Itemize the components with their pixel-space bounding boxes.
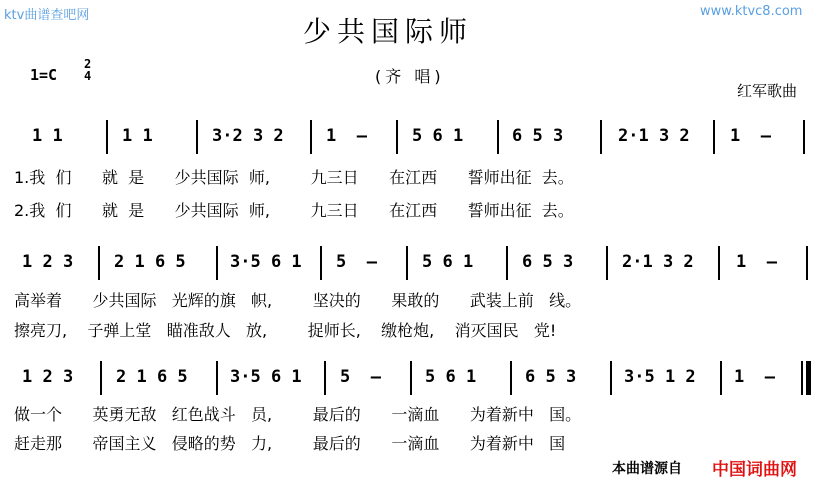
- measure: 1 –: [734, 367, 775, 387]
- barline: [106, 120, 108, 154]
- final-barline-thin: [801, 361, 803, 395]
- watermark-right: www.ktvc8.com: [700, 4, 803, 19]
- measure: 1 1: [32, 126, 63, 146]
- measure: 5 –: [340, 367, 381, 387]
- lyric-verse-1: 1.我 们 就 是 少共国际 师, 九三日 在江西 誓师出征 去。: [14, 168, 574, 187]
- barline: [713, 120, 715, 154]
- measure: 6 5 3: [512, 126, 564, 146]
- barline: [510, 361, 512, 395]
- barline: [410, 361, 412, 395]
- measure: 1 –: [326, 126, 367, 146]
- watermark-left: ktv曲谱查吧网: [4, 8, 90, 23]
- time-sig-bottom: 4: [84, 69, 92, 83]
- barline: [610, 361, 612, 395]
- barline: [396, 120, 398, 154]
- measure: 5 6 1: [422, 252, 474, 272]
- measure: 2·1 3 2: [618, 126, 690, 146]
- barline: [718, 246, 720, 280]
- footer-site-logo[interactable]: 中国词曲网: [712, 460, 797, 480]
- measure: 2 1 6 5: [114, 252, 186, 272]
- barline: [606, 246, 608, 280]
- measure: 5 6 1: [412, 126, 464, 146]
- measure: 3·5 6 1: [230, 367, 302, 387]
- song-title: 少共国际师: [303, 15, 474, 48]
- measure: 1 2 3: [22, 252, 74, 272]
- lyric-verse-2: 2.我 们 就 是 少共国际 师, 九三日 在江西 誓师出征 去。: [14, 201, 574, 220]
- lyric-verse-1: 高举着 少共国际 光辉的旗 帜, 坚决的 果敢的 武装上前 线。: [14, 291, 582, 310]
- measure: 2·1 3 2: [622, 252, 694, 272]
- barline: [497, 120, 499, 154]
- barline: [310, 120, 312, 154]
- barline: [324, 361, 326, 395]
- footer-source-text: 本曲谱源自: [612, 461, 682, 477]
- barline: [320, 246, 322, 280]
- barline: [216, 246, 218, 280]
- barline: [803, 120, 805, 154]
- time-signature: [84, 58, 91, 82]
- measure: 1 –: [730, 126, 771, 146]
- measure: 2 1 6 5: [116, 367, 188, 387]
- measure: 1 –: [736, 252, 777, 272]
- time-sig-top: 2: [84, 57, 92, 71]
- lyric-verse-1: 做一个 英勇无敌 红色战斗 员, 最后的 一滴血 为着新中 国。: [14, 405, 582, 424]
- measure: 3·5 6 1: [230, 252, 302, 272]
- measure: 1 1: [122, 126, 153, 146]
- key-label: 1=C: [30, 66, 58, 84]
- barline: [806, 246, 808, 280]
- measure: 3·5 1 2: [624, 367, 696, 387]
- lyric-verse-2: 赶走那 帝国主义 侵略的势 力, 最后的 一滴血 为着新中 国: [14, 434, 566, 453]
- barline: [406, 246, 408, 280]
- performance-note: (齐 唱): [375, 67, 445, 86]
- final-barline-thick: [806, 361, 811, 395]
- barline: [600, 120, 602, 154]
- composer-credit: 红军歌曲: [737, 82, 798, 100]
- measure: 3·2 3 2: [212, 126, 284, 146]
- barline: [506, 246, 508, 280]
- barline: [216, 361, 218, 395]
- lyric-verse-2: 擦亮刀, 子弹上堂 瞄准敌人 放, 捉师长, 缴枪炮, 消灭国民 党!: [14, 321, 557, 340]
- measure: 1 2 3: [22, 367, 74, 387]
- barline: [196, 120, 198, 154]
- barline: [720, 361, 722, 395]
- barline: [98, 246, 100, 280]
- measure: 6 5 3: [522, 252, 574, 272]
- measure: 5 –: [336, 252, 377, 272]
- measure: 5 6 1: [425, 367, 477, 387]
- barline: [100, 361, 102, 395]
- key-signature: [30, 66, 57, 84]
- measure: 6 5 3: [525, 367, 577, 387]
